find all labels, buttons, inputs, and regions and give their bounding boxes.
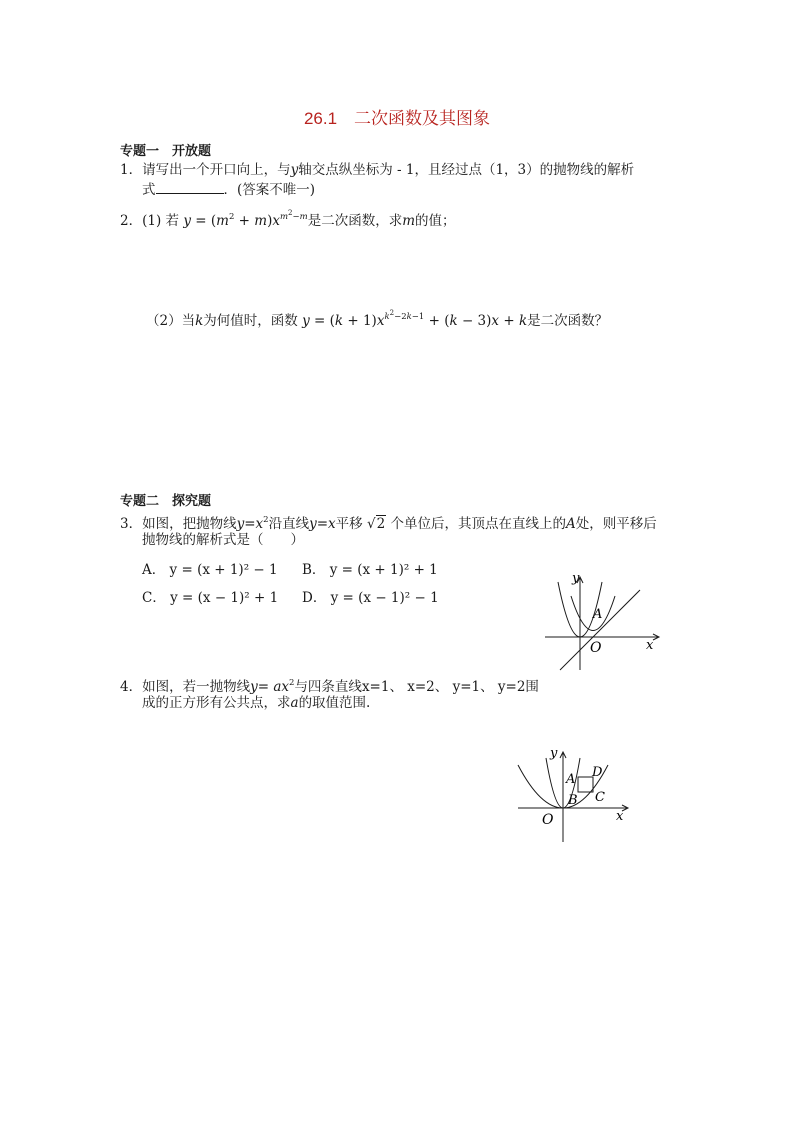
q4-fig-D: D <box>592 765 603 780</box>
q3-text-b: 沿直线 <box>268 516 310 532</box>
q2-part2-c: 是二次函数？ <box>527 313 609 329</box>
question-4-line-2 <box>142 693 370 713</box>
q2-part1-b: 是二次函数，求 <box>307 213 403 229</box>
page-title: 26.1 二次函数及其图象 <box>303 109 491 128</box>
q2-part2-b: 为何值时，函数 <box>203 313 298 329</box>
choice-a-label: A． <box>142 562 166 578</box>
question-1-line-1 <box>120 160 634 180</box>
choice-d-expr: y = (x − 1)² − 1 <box>330 590 439 606</box>
question-1-line-2 <box>142 180 315 200</box>
q4-line-4: y=2 <box>497 679 526 695</box>
q4-a: a <box>290 695 299 711</box>
q4-fig-A: A <box>566 772 576 787</box>
q1-text-c: 式 <box>142 182 156 198</box>
q4-figure <box>510 745 640 845</box>
q1-text-b: 轴交点纵坐标为 - 1，且经过点（1，3）的抛物线的解析 <box>298 162 635 178</box>
q4-line-1: x=1、 <box>361 679 403 695</box>
choice-b-label: B． <box>302 562 326 578</box>
question-2-part-1 <box>120 203 456 231</box>
section-2-heading: 专题二 探究题 <box>120 493 212 508</box>
q4-text-c: 围 <box>525 679 539 695</box>
q4-square <box>578 777 593 792</box>
q4-fig-B: B <box>568 793 578 808</box>
q3-text-c: 平移 <box>335 516 363 532</box>
q2-formula-1: $y = (m^2 + m)x^{m^2-m}$ <box>183 209 308 229</box>
choice-a[interactable] <box>142 560 278 580</box>
q4-fig-O: O <box>542 812 554 828</box>
q1-text-d: ．(答案不唯一) <box>223 182 316 198</box>
q3-text-e: 处，则平移后 <box>575 516 657 532</box>
q2-part1-a: (1) 若 <box>142 213 180 229</box>
q4-fig-C: C <box>595 790 605 805</box>
q4-text-d: 成的正方形有公共点，求 <box>142 695 291 711</box>
q1-text-a: 请写出一个开口向上，与 <box>142 162 291 178</box>
q3-fig-A: A <box>593 607 603 622</box>
q4-fig-y: y <box>550 746 558 761</box>
q3-fig-x: x <box>646 638 654 653</box>
q4-number: 4． <box>120 679 143 695</box>
q2-m: m <box>402 213 416 229</box>
q2-part2-a: （2）当 <box>146 313 196 329</box>
q1-y: y <box>290 162 299 178</box>
q1-number: 1． <box>120 162 143 178</box>
choice-d-label: D． <box>302 590 327 606</box>
q4-line-3: y=1、 <box>452 679 494 695</box>
q3-text-d: 个单位后，其顶点在直线上的 <box>390 516 566 532</box>
choice-c-label: C． <box>142 590 166 606</box>
q2-formula-2: $y = (k + 1)x^{k^2-2k-1} + (k - 3)x + k$ <box>302 309 528 329</box>
q4-fig-x: x <box>616 809 624 824</box>
q3-fig-O: O <box>590 640 602 656</box>
q3-figure <box>540 570 670 675</box>
choice-b-expr: y = (x + 1)² + 1 <box>329 562 438 578</box>
sqrt-2: √2 <box>366 516 386 532</box>
q3-fig-y: y <box>572 571 580 586</box>
q4-text-e: 的取值范围. <box>298 695 371 711</box>
choice-d[interactable] <box>302 588 439 608</box>
q2-part1-c: 的值； <box>415 213 456 229</box>
q4-parabola: $y= ax^2$ <box>250 678 295 695</box>
q2-k: k <box>195 313 204 329</box>
q3-A: A <box>565 516 576 532</box>
q3-text-line-2: 抛物线的解析式是（ ） <box>142 532 304 548</box>
choice-c-expr: y = (x − 1)² + 1 <box>170 590 279 606</box>
section-1-heading: 专题一 开放题 <box>120 143 212 158</box>
choice-b[interactable] <box>302 560 438 580</box>
choice-a-expr: y = (x + 1)² − 1 <box>169 562 278 578</box>
q3-line: y=x <box>309 516 336 532</box>
q4-text-b: 与四条直线 <box>294 679 362 695</box>
choice-c[interactable] <box>142 588 278 608</box>
q4-line-2: x=2、 <box>407 679 449 695</box>
answer-blank[interactable] <box>156 181 224 194</box>
q3-text-a: 如图，把抛物线 <box>142 516 237 532</box>
q4-text-a: 如图，若一抛物线 <box>142 679 251 695</box>
q3-number: 3． <box>120 516 143 532</box>
q3-parabola: $y=x^2$ <box>236 515 269 532</box>
q2-number: 2． <box>120 213 143 229</box>
question-2-part-2 <box>146 303 608 331</box>
